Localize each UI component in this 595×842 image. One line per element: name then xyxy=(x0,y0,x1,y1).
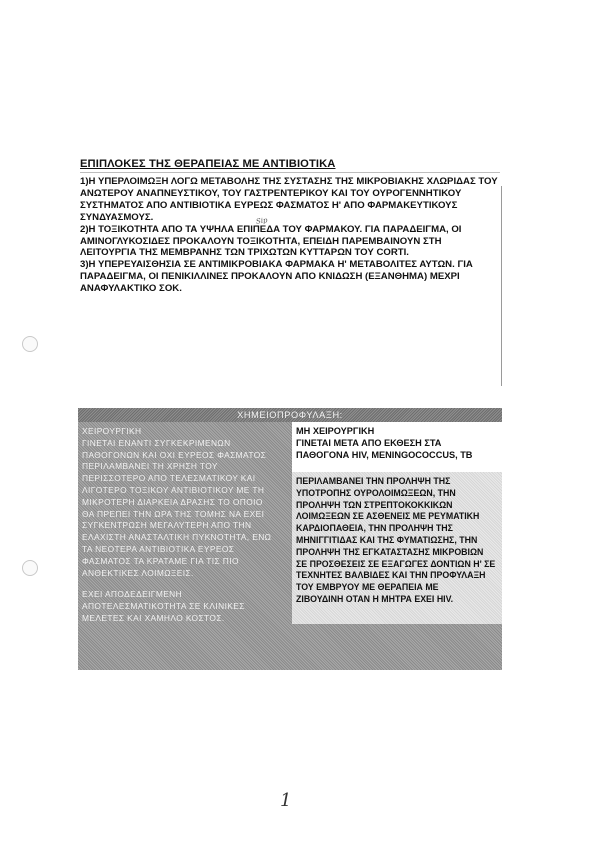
paragraph-hypersensitivity: 3)Η ΥΠΕΡΕΥΑΙΣΘΗΣΙΑ ΣΕ ΑΝΤΙΜΙΚΡΟΒΙΑΚΑ ΦΑΡΜΑΚΑ Η' ΜΕΤΑΒΟΛΙΤΕΣ ΑΥΤΩΝ. ΓΙΑ ΠΑΡΑΔΕΙΓΜΑ, ΟΙ ΠΕΝΙΚΙΛΛΙΝΕΣ ΠΡΟΚΑΛΟΥΝ ΑΠΟ ΚΝΙΔΩΣΗ (ΕΞΑΝΘΗΜΑ) ΜΕΧΡΙ ΑΝΑΦΥΛΑΚΤΙΚΟ ΣΟΚ. xyxy=(80,259,473,295)
complications-text xyxy=(80,176,498,295)
punch-hole-bottom xyxy=(22,560,38,576)
table-title: ΧΗΜΕΙΟΠΡΟΦΥΛΑΞΗ: xyxy=(78,408,502,422)
surgical-column xyxy=(82,426,290,625)
paragraph-superinfection: 1)Η ΥΠΕΡΛΟΙΜΩΞΗ ΛΟΓΩ ΜΕΤΑΒΟΛΗΣ ΤΗΣ ΣΥΣΤΑΣΗΣ ΤΗΣ ΜΙΚΡΟΒΙΑΚΗΣ ΧΛΩΡΙΔΑΣ ΤΟΥ ΑΝΩΤΕΡΟΥ ΑΝΑΠΝΕΥΣΤΙΚΟΥ, ΤΟΥ ΓΑΣΤΡΕΝΤΕΡΙΚΟΥ ΚΑΙ ΤΟΥ ΟΥΡΟΓΕΝΝΗΤΙΚΟΥ ΣΥΣΤΗΜΑΤΟΣ ΑΠΟ ΑΝΤΙΒΙΟΤΙΚΑ ΕΥΡΕΩΣ ΦΑΣΜΑΤΟΣ Η' ΑΠΟ ΦΑΡΜΑΚΕΥΤΙΚΟΥΣ ΣΥΝΔΥΑΣΜΟΥΣ. xyxy=(80,176,498,223)
paragraph-toxicity: 2)Η ΤΟΞΙΚΟΤΗΤΑ ΑΠΟ ΤΑ ΥΨΗΛΑ ΕΠΙΠΕΔΑ ΤΟΥ ΦΑΡΜΑΚΟΥ. ΓΙΑ ΠΑΡΑΔΕΙΓΜΑ, ΟΙ ΑΜΙΝΟΓΛΥΚΟΣΙΔΕΣ ΠΡΟΚΑΛΟΥΝ ΤΟΞΙΚΟΤΗΤΑ, ΕΠΕΙΔΗ ΠΑΡΕΜΒΑΙΝΟΥΝ ΣΤΗ ΛΕΙΤΟΥΡΓΙΑ ΤΗΣ ΜΕΜΒΡΑΝΗΣ ΤΩΝ ΤΡΙΧΩΤΩΝ ΚΥΤΤΑΡΩΝ ΤΟΥ CORTI. xyxy=(80,223,462,259)
handwritten-mark: Sip xyxy=(255,216,269,226)
chemoprophylaxis-table xyxy=(78,408,502,670)
surgical-description: ΓΙΝΕΤΑΙ ΕΝΑΝΤΙ ΣΥΓΚΕΚΡΙΜΕΝΩΝ ΠΑΘΟΓΟΝΩΝ ΚΑΙ ΟΧΙ ΕΥΡΕΟΣ ΦΑΣΜΑΤΟΣ ΠΕΡΙΛΑΜΒΑΝΕΙ ΤΗ ΧΡΗΣΗ ΤΟΥ ΠΕΡΙΣΣΟΤΕΡΟ ΑΠΟ ΤΕΛΕΣΜΑΤΙΚΟΥ ΚΑΙ ΛΙΓΟΤΕΡΟ ΤΟΞΙΚΟΥ ΑΝΤΙΒΙΟΤΙΚΟΥ ΜΕ ΤΗ ΜΙΚΡΟΤΕΡΗ ΔΙΑΡΚΕΙΑ ΔΡΑΣΗΣ ΤΟ ΟΠΟΙΟ ΘΑ ΠΡΕΠΕΙ ΤΗΝ ΩΡΑ ΤΗΣ ΤΟΜΗΣ ΝΑ ΕΧΕΙ ΣΥΓΚΕΝΤΡΩΣΗ ΜΕΓΑΛΥΤΕΡΗ ΑΠΟ ΤΗΝ ΕΛΑΧΙΣΤΗ ΑΝΑΣΤΑΛΤΙΚΗ ΠΥΚΝΟΤΗΤΑ, ΕΝΩ ΤΑ ΝΕΟΤΕΡΑ ΑΝΤΙΒΙΟΤΙΚΑ ΕΥΡΕΟΣ ΦΑΣΜΑΤΟΣ ΤΑ ΚΡΑΤΑΜΕ ΓΙΑ ΤΙΣ ΠΙΟ ΑΝΘΕΚΤΙΚΕΣ ΛΟΙΜΩΞΕΙΣ. xyxy=(82,437,272,578)
page-number: 1 xyxy=(280,790,292,811)
non-surgical-column xyxy=(292,422,502,624)
surgical-evidence: ΕΧΕΙ ΑΠΟΔΕΔΕΙΓΜΕΝΗ ΑΠΟΤΕΛΕΣΜΑΤΙΚΟΤΗΤΑ ΣΕ ΚΛΙΝΙΚΕΣ ΜΕΛΕΤΕΣ ΚΑΙ ΧΑΜΗΛΟ ΚΟΣΤΟΣ. xyxy=(82,589,245,623)
non-surgical-header-box xyxy=(292,422,502,472)
non-surgical-heading: ΜΗ ΧΕΙΡΟΥΡΓΙΚΗ ΓΙΝΕΤΑΙ ΜΕΤΑ ΑΠΟ ΕΚΘΕΣΗ ΣΤΑ ΠΑΘΟΓΟΝΑ HIV, MENINGOCOCCUS, TB xyxy=(296,426,473,460)
scan-rule-right xyxy=(501,186,502,386)
surgical-heading: ΧΕΙΡΟΥΡΓΙΚΗ xyxy=(82,426,142,436)
section-heading: ΕΠΙΠΛΟΚΕΣ ΤΗΣ ΘΕΡΑΠΕΙΑΣ ΜΕ ΑΝΤΙΒΙΟΤΙΚΑ xyxy=(80,158,336,170)
scan-rule xyxy=(80,172,500,173)
punch-hole-top xyxy=(22,336,38,352)
non-surgical-description: ΠΕΡΙΛΑΜΒΑΝΕΙ ΤΗΝ ΠΡΟΛΗΨΗ ΤΗΣ ΥΠΟΤΡΟΠΗΣ ΟΥΡΟΛΟΙΜΩΞΕΩΝ, ΤΗΝ ΠΡΟΛΗΨΗ ΤΩΝ ΣΤΡΕΠΤΟΚΟΚΚΙΚΩΝ ΛΟΙΜΩΞΕΩΝ ΣΕ ΑΣΘΕΝΕΙΣ ΜΕ ΡΕΥΜΑΤΙΚΗ ΚΑΡΔΙΟΠΑΘΕΙΑ, ΤΗΝ ΠΡΟΛΗΨΗ ΤΗΣ ΜΗΝΙΓΓΙΤΙΔΑΣ ΚΑΙ ΤΗΣ ΦΥΜΑΤΙΩΣΗΣ, ΤΗΝ ΠΡΟΛΗΨΗ ΤΗΣ ΕΓΚΑΤΑΣΤΑΣΗΣ ΜΙΚΡΟΒΙΩΝ ΣΕ ΠΡΟΣΘΕΣΕΙΣ ΣΕ ΕΞΑΓΩΓΕΣ ΔΟΝΤΙΩΝ Η' ΣΕ ΤΕΧΝΗΤΕΣ ΒΑΛΒΙΔΕΣ ΚΑΙ ΤΗΝ ΠΡΟΦΥΛΑΞΗ ΤΟΥ ΕΜΒΡΥΟΥ ΜΕ ΘΕΡΑΠΕΙΑ ΜΕ ΖΙΒΟΥΔΙΝΗ ΟΤΑΝ Η ΜΗΤΡΑ ΕΧΕΙ HIV. xyxy=(296,476,496,604)
